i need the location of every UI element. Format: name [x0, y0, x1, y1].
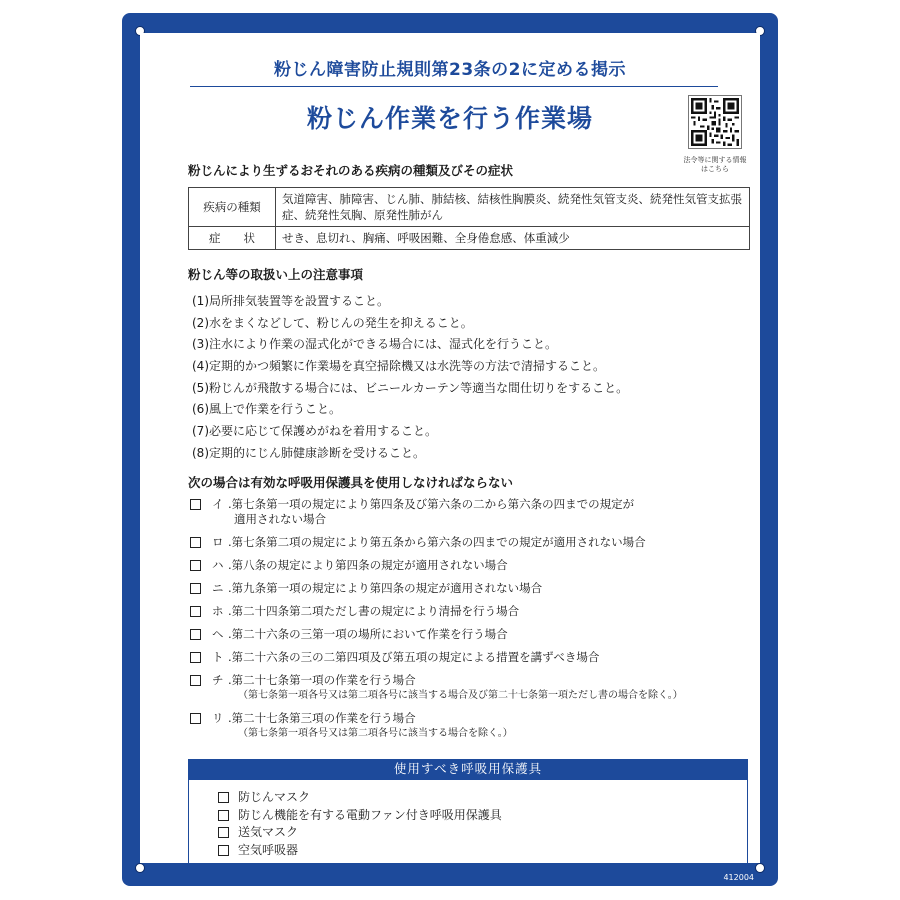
care-list	[192, 291, 628, 465]
case-mark: ヘ	[212, 627, 224, 641]
equipment-heading: 使用すべき呼吸用保護具	[188, 759, 748, 779]
title-divider	[190, 86, 718, 87]
sign-panel	[140, 33, 760, 863]
checkbox[interactable]	[218, 845, 229, 856]
sign-subtitle: 粉じん障害防止規則第23条の2に定める掲示	[274, 60, 626, 80]
list-item: (8)定期的にじん肺健康診断を受けること。	[192, 445, 425, 460]
case-item	[188, 627, 758, 642]
case-note: （第七条第一項各号又は第二項各号に該当する場合を除く。）	[238, 728, 513, 739]
case-note: （第七条第一項各号又は第二項各号に該当する場合及び第二十七条第一項ただし書の場合を除く。）	[238, 690, 683, 701]
qr-code-icon	[688, 95, 742, 149]
case-text: .第二十七条第一項の作業を行う場合	[228, 673, 416, 687]
equipment-list	[218, 789, 502, 859]
table-row	[189, 227, 750, 250]
equipment-label: 空気呼吸器	[238, 842, 299, 857]
checkbox[interactable]	[190, 606, 201, 617]
qr-code-caption: 法令等に関する情報はこちら	[683, 156, 747, 173]
disease-table	[188, 187, 750, 250]
respirator-section-heading: 次の場合は有効な呼吸用保護具を使用しなければならない	[188, 475, 514, 490]
equipment-label: 送気マスク	[238, 825, 299, 839]
table-cell-key: 疾病の種類	[189, 188, 276, 227]
care-section-heading: 粉じん等の取扱い上の注意事項	[188, 267, 364, 282]
case-item	[188, 604, 758, 619]
case-mark: イ	[212, 497, 224, 511]
checkbox[interactable]	[190, 675, 201, 686]
case-item	[188, 535, 758, 550]
case-item	[188, 558, 758, 573]
table-cell-value: 気道障害、肺障害、じん肺、肺結核、結核性胸膜炎、続発性気管支炎、続発性気管支拡張症、続発性気胸、原発性肺がん	[276, 188, 750, 227]
equipment-item	[218, 789, 502, 807]
case-item	[188, 673, 758, 703]
case-item	[188, 650, 758, 665]
case-text: .第二十四条第二項ただし書の規定により清掃を行う場合	[228, 604, 520, 618]
checkbox[interactable]	[190, 629, 201, 640]
checkbox[interactable]	[190, 499, 201, 510]
case-text: .第二十六条の三第一項の場所において作業を行う場合	[228, 627, 508, 641]
table-cell-value: せき、息切れ、胸痛、呼吸困難、全身倦怠感、体重減少	[276, 227, 750, 250]
checkbox[interactable]	[190, 560, 201, 571]
mounting-hole-bottom-right	[755, 863, 765, 873]
case-mark: ロ	[212, 535, 224, 549]
equipment-item	[218, 807, 502, 825]
mounting-hole-bottom-left	[135, 863, 145, 873]
case-text: .第二十六条の三の二第四項及び第五項の規定による措置を講ずべき場合	[228, 650, 600, 664]
case-mark: ト	[212, 650, 224, 664]
case-item	[188, 581, 758, 596]
checkbox[interactable]	[190, 583, 201, 594]
case-text: .第二十七条第三項の作業を行う場合	[228, 711, 416, 725]
checkbox[interactable]	[190, 652, 201, 663]
product-code: 412004	[723, 873, 754, 882]
respirator-case-list	[188, 497, 758, 749]
sign-title: 粉じん作業を行う作業場	[306, 104, 593, 133]
table-cell-key: 症 状	[189, 227, 276, 250]
list-item: (4)定期的かつ頻繁に作業場を真空掃除機又は水洗等の方法で清掃すること。	[192, 359, 606, 374]
disease-section-heading: 粉じんにより生ずるおそれのある疾病の種類及びその症状	[188, 163, 514, 178]
case-text: .第七条第二項の規定により第五条から第六条の四までの規定が適用されない場合	[228, 535, 646, 549]
case-item	[188, 497, 758, 527]
case-mark: ホ	[212, 604, 224, 618]
case-mark: ハ	[212, 558, 224, 572]
table-row	[189, 188, 750, 227]
case-text: .第八条の規定により第四条の規定が適用されない場合	[228, 558, 508, 572]
case-mark: チ	[212, 673, 224, 687]
case-item	[188, 711, 758, 741]
case-mark: ニ	[212, 581, 224, 595]
checkbox[interactable]	[190, 537, 201, 548]
checkbox[interactable]	[218, 792, 229, 803]
equipment-label: 防じんマスク	[238, 790, 311, 804]
list-item: (7)必要に応じて保護めがねを着用すること。	[192, 424, 437, 439]
list-item: (3)注水により作業の湿式化ができる場合には、湿式化を行うこと。	[192, 337, 558, 352]
case-text: .第七条第一項の規定により第四条及び第六条の二から第六条の四までの規定が	[228, 497, 635, 511]
list-item: (5)粉じんが飛散する場合には、ビニールカーテン等適当な間仕切りをすること。	[192, 380, 629, 395]
list-item: (6)風上で作業を行うこと。	[192, 402, 341, 417]
list-item: (2)水をまくなどして、粉じんの発生を抑えること。	[192, 315, 473, 330]
equipment-item	[218, 824, 502, 842]
sign-board	[122, 13, 778, 886]
equipment-item	[218, 842, 502, 860]
case-mark: リ	[212, 711, 224, 725]
equipment-label: 防じん機能を有する電動ファン付き呼吸用保護具	[238, 807, 502, 822]
checkbox[interactable]	[218, 810, 229, 821]
checkbox[interactable]	[190, 713, 201, 724]
list-item: (1)局所排気装置等を設置すること。	[192, 294, 389, 308]
case-text-continued: 適用されない場合	[234, 512, 326, 526]
checkbox[interactable]	[218, 827, 229, 838]
case-text: .第九条第一項の規定により第四条の規定が適用されない場合	[228, 581, 543, 595]
